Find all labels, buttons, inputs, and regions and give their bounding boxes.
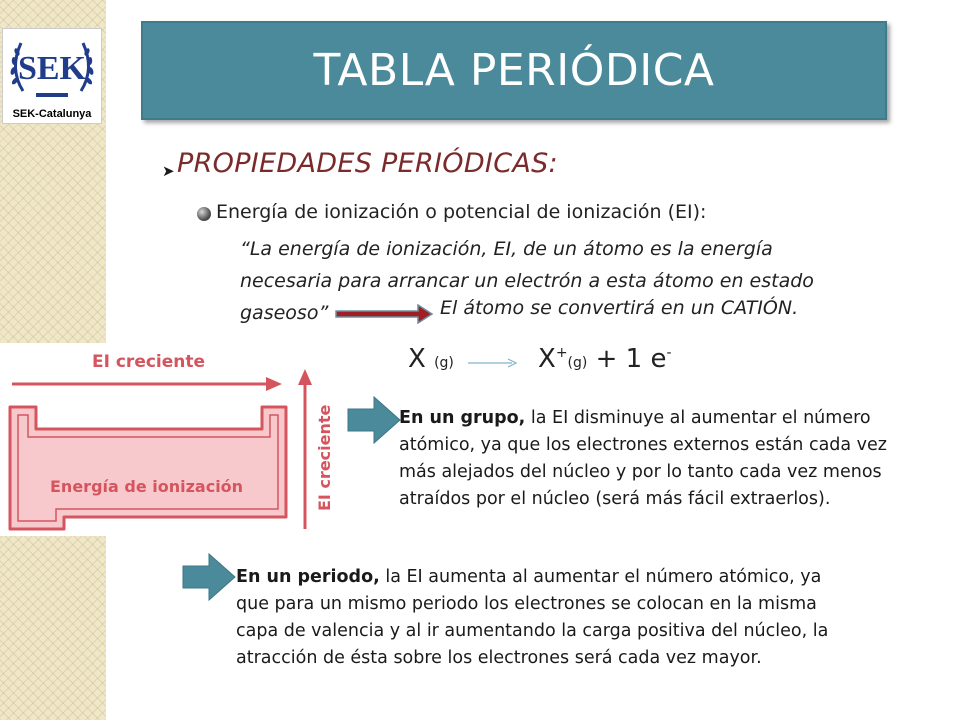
group-line-4: atraídos por el núcleo (será más fácil extraerlos). <box>399 489 831 509</box>
diagram-center-label: Energía de ionización <box>50 477 244 496</box>
definition-result: El átomo se convertirá en un CATIÓN. <box>440 297 799 319</box>
period-lead: En un periodo, <box>236 567 380 587</box>
vertical-arrowhead-icon <box>298 369 312 385</box>
product-charge: + <box>555 345 568 361</box>
reactant-symbol: X <box>408 344 426 374</box>
period-arrow-icon <box>181 552 237 602</box>
section-bullet-icon: ➤ <box>162 162 175 180</box>
period-line-1: la EI aumenta al aumentar el número atómico, ya <box>379 567 822 587</box>
reactant-state: (g) <box>434 355 454 371</box>
section-heading: PROPIEDADES PERIÓDICAS: <box>177 148 558 179</box>
sek-emblem <box>3 29 101 109</box>
electron-term: + 1 e <box>595 344 667 374</box>
electron-charge: - <box>666 345 672 361</box>
equation-reactant <box>408 344 454 374</box>
group-line-3: más alejados del núcleo y por lo tanto cada vez menos <box>399 462 882 482</box>
periodic-table-diagram <box>0 343 335 536</box>
product-symbol: X <box>538 344 556 374</box>
definition-line-1: “La energía de ionización, EI, de un átomo es la energía <box>240 238 773 260</box>
group-lead: En un grupo, <box>399 408 526 428</box>
sek-logo <box>2 28 102 124</box>
group-line-2: atómico, ya que los electrones externos están cada vez <box>399 435 887 455</box>
table-outline <box>10 407 286 529</box>
sphere-bullet-icon <box>197 207 211 221</box>
group-trend-paragraph <box>399 405 959 513</box>
logo-caption: SEK-Catalunya <box>12 108 92 120</box>
period-line-2: que para un mismo periodo los electrones se colocan en la misma <box>236 594 817 614</box>
equation-product <box>538 344 672 374</box>
period-line-3: capa de valencia y al ir aumentando la carga positiva del núcleo, la <box>236 621 829 641</box>
title-banner <box>141 21 887 120</box>
period-line-4: atracción de ésta sobre los electrones será cada vez mayor. <box>236 648 762 668</box>
ionization-trend-figure <box>0 343 335 536</box>
definition-line-3: gaseoso” <box>240 302 329 324</box>
horizontal-arrowhead-icon <box>266 377 282 391</box>
red-arrow-icon <box>334 304 434 324</box>
group-arrow-icon <box>346 395 402 445</box>
group-line-1: la EI disminuye al aumentar el número <box>525 408 871 428</box>
logo-monogram: SEK <box>17 50 87 87</box>
page-title: TABLA PERIÓDICA <box>313 45 715 96</box>
definition-line-2: necesaria para arrancar un electrón a esta átomo en estado <box>240 270 814 292</box>
diagram-top-label: EI creciente <box>92 352 206 372</box>
reaction-arrow-icon <box>468 358 518 368</box>
product-state: (g) <box>567 355 588 371</box>
diagram-side-label: EI creciente <box>315 404 334 511</box>
period-trend-paragraph <box>236 564 926 672</box>
subsection-heading: Energía de ionización o potencial de ionización (EI): <box>216 201 707 223</box>
